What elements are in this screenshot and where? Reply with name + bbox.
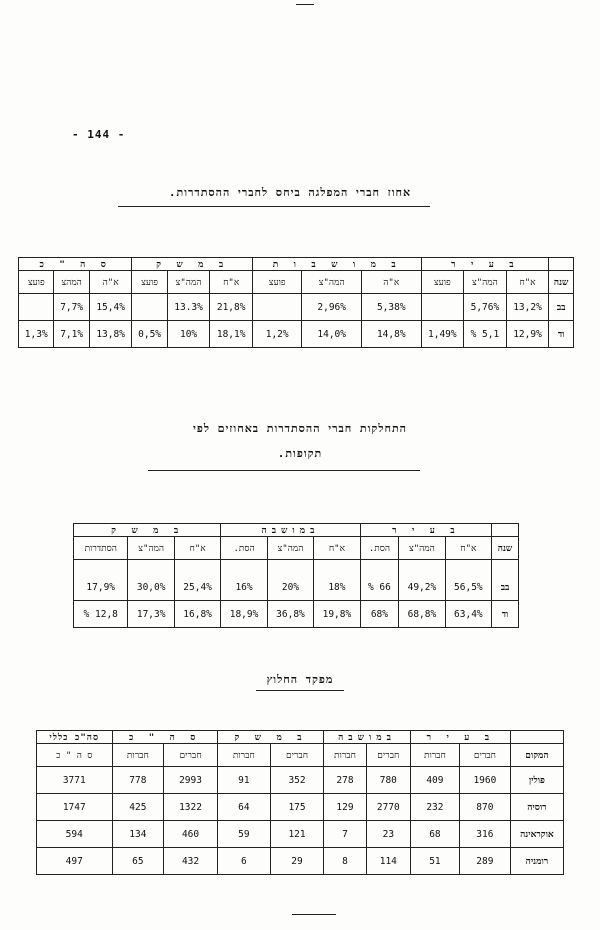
table-cell: 7,7%	[54, 294, 89, 321]
table-cell: 13.3%	[167, 294, 210, 321]
t3-group-total: ס ה " כ	[112, 731, 217, 744]
table-cell: 64	[217, 794, 270, 821]
table-cell: 316	[459, 821, 510, 848]
table-cell: 17,9%	[74, 574, 128, 601]
table-cell: 12,9%	[506, 321, 549, 348]
table-cell: 497	[37, 848, 113, 875]
t2-sub-8: המה"צ	[128, 537, 174, 560]
t3-group-city: ב ע י ר	[410, 731, 510, 744]
table-cell: 14,8%	[361, 321, 421, 348]
table-cell: 91	[217, 767, 270, 794]
t3-group-farm: ב מ ש ק	[217, 731, 323, 744]
table-cell: 15,4%	[89, 294, 132, 321]
table-cell: 65	[112, 848, 164, 875]
table-cell	[492, 560, 519, 575]
table-cell: 129	[324, 794, 367, 821]
table-cell: 68%	[360, 601, 399, 628]
t2-group-city: ב ע י ר	[360, 524, 491, 537]
table-cell: 409	[410, 767, 459, 794]
table-cell: 5,76%	[464, 294, 507, 321]
table-cell: 36,8%	[267, 601, 313, 628]
table-cell: 16,8%	[174, 601, 220, 628]
table-cell	[74, 560, 128, 575]
table-cell: 18,9%	[221, 601, 267, 628]
table-cell: 2770	[366, 794, 410, 821]
table-cell: 594	[37, 821, 113, 848]
table-cell: 780	[366, 767, 410, 794]
table-cell: 778	[112, 767, 164, 794]
table-cell: 232	[410, 794, 459, 821]
t1-corner	[549, 258, 574, 271]
t3-sub-1: חברים	[459, 744, 510, 767]
t2-sub-2: המה"צ	[399, 537, 445, 560]
t2-sub-9: הסתדרות	[74, 537, 128, 560]
table-cell: 289	[459, 848, 510, 875]
table1	[18, 257, 574, 348]
table-cell: 2,96%	[302, 294, 362, 321]
table3	[36, 730, 564, 875]
page-number: - 144 -	[72, 128, 126, 141]
t1-sub-0: שנה	[549, 271, 574, 294]
table-cell: 12,8 %	[74, 601, 128, 628]
table-cell: 25,4%	[174, 574, 220, 601]
table-cell: וד	[549, 321, 574, 348]
table1-title: אחוז חברי המפלגה ביחס לחברי ההסתדרות.	[168, 186, 412, 199]
table-cell: 6	[217, 848, 270, 875]
table2-title-line2: תקופות.	[277, 447, 323, 460]
table-cell: 66 %	[360, 574, 399, 601]
table-cell: 3771	[37, 767, 113, 794]
table1-title-underline	[118, 206, 430, 207]
table-cell: 56,5%	[445, 574, 491, 601]
t3-sub-8: חברות	[112, 744, 164, 767]
t3-sub-2: חברות	[410, 744, 459, 767]
table-cell: 2993	[164, 767, 218, 794]
table-cell: 21,8%	[210, 294, 253, 321]
table-cell: 352	[270, 767, 323, 794]
table-cell: 29	[270, 848, 323, 875]
top-mark	[296, 4, 314, 5]
t1-sub-6: פועצ	[252, 271, 301, 294]
table2-title-line1: התחלקות חברי ההסתדרות באחוזים לפי	[192, 422, 408, 435]
t2-corner	[492, 524, 519, 537]
table-cell: 175	[270, 794, 323, 821]
table-cell	[132, 294, 167, 321]
t1-group-city: ב ע י ר	[421, 258, 549, 271]
table-cell	[19, 294, 54, 321]
table-cell	[128, 560, 174, 575]
table-cell	[421, 294, 464, 321]
table-cell: 7,1%	[54, 321, 89, 348]
t3-sub-4: חברות	[324, 744, 367, 767]
t2-sub-3: הסת.	[360, 537, 399, 560]
table-cell: 114	[366, 848, 410, 875]
table-cell: 30,0%	[128, 574, 174, 601]
table-cell: 49,2%	[399, 574, 445, 601]
table-cell: 134	[112, 821, 164, 848]
table-cell: 1,2%	[252, 321, 301, 348]
t3-sub-3: חברים	[366, 744, 410, 767]
t1-sub-4: א"ה	[361, 271, 421, 294]
table-cell: 13,2%	[506, 294, 549, 321]
table-cell: 432	[164, 848, 218, 875]
t2-sub-1: א"ח	[445, 537, 491, 560]
table-cell: 5,38%	[361, 294, 421, 321]
table-cell: רוסיה	[510, 794, 563, 821]
table-cell: בב	[549, 294, 574, 321]
t1-sub-2: המה"צ	[464, 271, 507, 294]
t3-sub-7: חברים	[164, 744, 218, 767]
t1-sub-8: המה"צ	[167, 271, 210, 294]
table-cell: 7	[324, 821, 367, 848]
table-cell: 1,3%	[19, 321, 54, 348]
table-cell: 63,4%	[445, 601, 491, 628]
table-cell: 68	[410, 821, 459, 848]
table-cell: אוקראינה	[510, 821, 563, 848]
t3-sub-9: ס ה " כ	[37, 744, 113, 767]
table-cell	[221, 560, 267, 575]
t2-group-moshava: במושבה	[221, 524, 360, 537]
table-cell: 17,3%	[128, 601, 174, 628]
table-cell: 8	[324, 848, 367, 875]
t3-sub-5: חברים	[270, 744, 323, 767]
table-cell	[399, 560, 445, 575]
t1-group-farm: ב מ ש ק	[132, 258, 253, 271]
table-cell: 13,8%	[89, 321, 132, 348]
t2-sub-4: א"ח	[314, 537, 360, 560]
table-cell: 121	[270, 821, 323, 848]
t2-sub-7: א"ח	[174, 537, 220, 560]
table-cell: 19,8%	[314, 601, 360, 628]
table-cell: 59	[217, 821, 270, 848]
t1-sub-3: פועצ	[421, 271, 464, 294]
t1-sub-5: המה"צ	[302, 271, 362, 294]
t1-group-total: ס ה " כ	[19, 258, 132, 271]
t1-sub-10: א"ה	[89, 271, 132, 294]
table3-title: מפקד החלוץ	[266, 673, 334, 686]
t3-group-grand-total: סה"כ כללי	[37, 731, 113, 744]
t1-sub-1: א"ח	[506, 271, 549, 294]
table-cell: 23	[366, 821, 410, 848]
table-cell: 18%	[314, 574, 360, 601]
table-cell: 20%	[267, 574, 313, 601]
table-cell: בב	[492, 574, 519, 601]
t1-group-moshava: ב מ ו ש ב ו ת	[252, 258, 421, 271]
t1-sub-11: המהצ	[54, 271, 89, 294]
table-cell	[174, 560, 220, 575]
t3-sub-6: חברות	[217, 744, 270, 767]
table-cell: וד	[492, 601, 519, 628]
table-cell: 1747	[37, 794, 113, 821]
table-cell: 425	[112, 794, 164, 821]
table-cell: 278	[324, 767, 367, 794]
t3-corner	[510, 731, 563, 744]
table-cell: 16%	[221, 574, 267, 601]
table-cell	[252, 294, 301, 321]
table-cell: פולין	[510, 767, 563, 794]
table-cell	[314, 560, 360, 575]
table-cell: 14,0%	[302, 321, 362, 348]
table-cell: 870	[459, 794, 510, 821]
table-cell: רומניה	[510, 848, 563, 875]
table-cell: 18,1%	[210, 321, 253, 348]
table-cell: 68,8%	[399, 601, 445, 628]
table-cell	[360, 560, 399, 575]
table-cell: 1322	[164, 794, 218, 821]
t3-group-moshava: במושבה	[324, 731, 411, 744]
table-cell: 0,5%	[132, 321, 167, 348]
table2	[73, 523, 519, 628]
table-cell: 1960	[459, 767, 510, 794]
table-cell	[445, 560, 491, 575]
table-cell: 51	[410, 848, 459, 875]
t2-sub-6: הסת.	[221, 537, 267, 560]
table-cell	[267, 560, 313, 575]
table3-title-underline	[256, 690, 344, 691]
t3-sub-0: המקום	[510, 744, 563, 767]
t1-sub-7: א"ח	[210, 271, 253, 294]
t2-sub-5: המה"צ	[267, 537, 313, 560]
t2-group-farm: ב מ ש ק	[74, 524, 221, 537]
t2-sub-0: שנה	[492, 537, 519, 560]
t1-sub-12: פועצ	[19, 271, 54, 294]
table-cell: 1,49%	[421, 321, 464, 348]
table2-title-underline	[148, 470, 420, 471]
bottom-mark	[292, 914, 336, 915]
table-cell: 460	[164, 821, 218, 848]
table-cell: 5,1 %	[464, 321, 507, 348]
t1-sub-9: פועצ	[132, 271, 167, 294]
table-cell: 10%	[167, 321, 210, 348]
